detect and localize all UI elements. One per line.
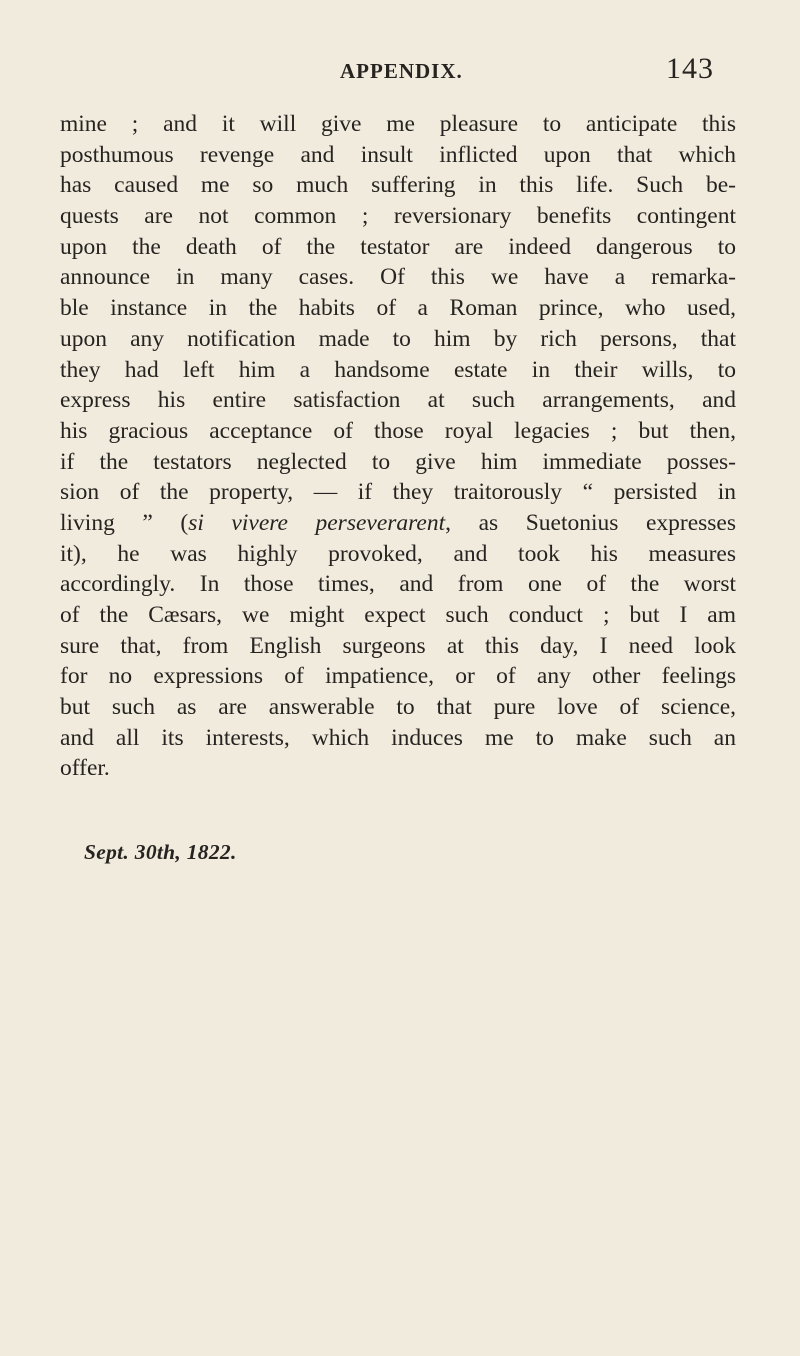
running-header bbox=[0, 52, 800, 92]
text-line: offer. bbox=[60, 755, 110, 782]
text-line: accordingly. In those times, and from one of the worst bbox=[60, 571, 736, 598]
text-line: sion of the property, — if they traitorously “ persisted in bbox=[60, 479, 736, 506]
text-line: mine ; and it will give me pleasure to anticipate this bbox=[60, 111, 736, 137]
body-paragraph bbox=[60, 109, 736, 784]
text-line: for no expressions of impatience, or of any other feelings bbox=[60, 663, 736, 690]
text-line: but such as are answerable to that pure love of science, bbox=[60, 694, 736, 721]
text-line: if the testators neglected to give him immediate posses- bbox=[60, 448, 736, 475]
text-line: upon the death of the testator are indeed dangerous to bbox=[60, 233, 736, 260]
text-line: living ” (si vivere perseverarent, as Suetonius expresses bbox=[60, 509, 736, 536]
text-line: it), he was highly provoked, and took his measures bbox=[60, 540, 736, 567]
text-line: announce in many cases. Of this we have a remarka- bbox=[60, 264, 736, 291]
text-line: and all its interests, which induces me to make such an bbox=[60, 724, 736, 751]
text-line: upon any notification made to him by rich persons, that bbox=[60, 325, 736, 352]
dateline: Sept. 30th, 1822. bbox=[84, 840, 237, 864]
text-line: has caused me so much suffering in this life. Such be- bbox=[60, 172, 736, 199]
text-line: quests are not common ; reversionary benefits contingent bbox=[60, 203, 736, 230]
text-line: of the Cæsars, we might expect such conduct ; but I am bbox=[60, 602, 736, 628]
text-line: they had left him a handsome estate in their wills, to bbox=[60, 356, 736, 383]
text-line: posthumous revenge and insult inflicted upon that which bbox=[60, 141, 736, 168]
latin-quote: si vivere perseverarent bbox=[188, 509, 446, 536]
text-line: ble instance in the habits of a Roman prince, who used, bbox=[60, 295, 736, 322]
running-head-title: APPENDIX. bbox=[340, 59, 463, 83]
page-number: 143 bbox=[666, 52, 714, 85]
text-line: his gracious acceptance of those royal legacies ; but then, bbox=[60, 417, 736, 444]
text-line: sure that, from English surgeons at this day, I need look bbox=[60, 632, 736, 659]
text-line: express his entire satisfaction at such arrangements, and bbox=[60, 387, 736, 414]
